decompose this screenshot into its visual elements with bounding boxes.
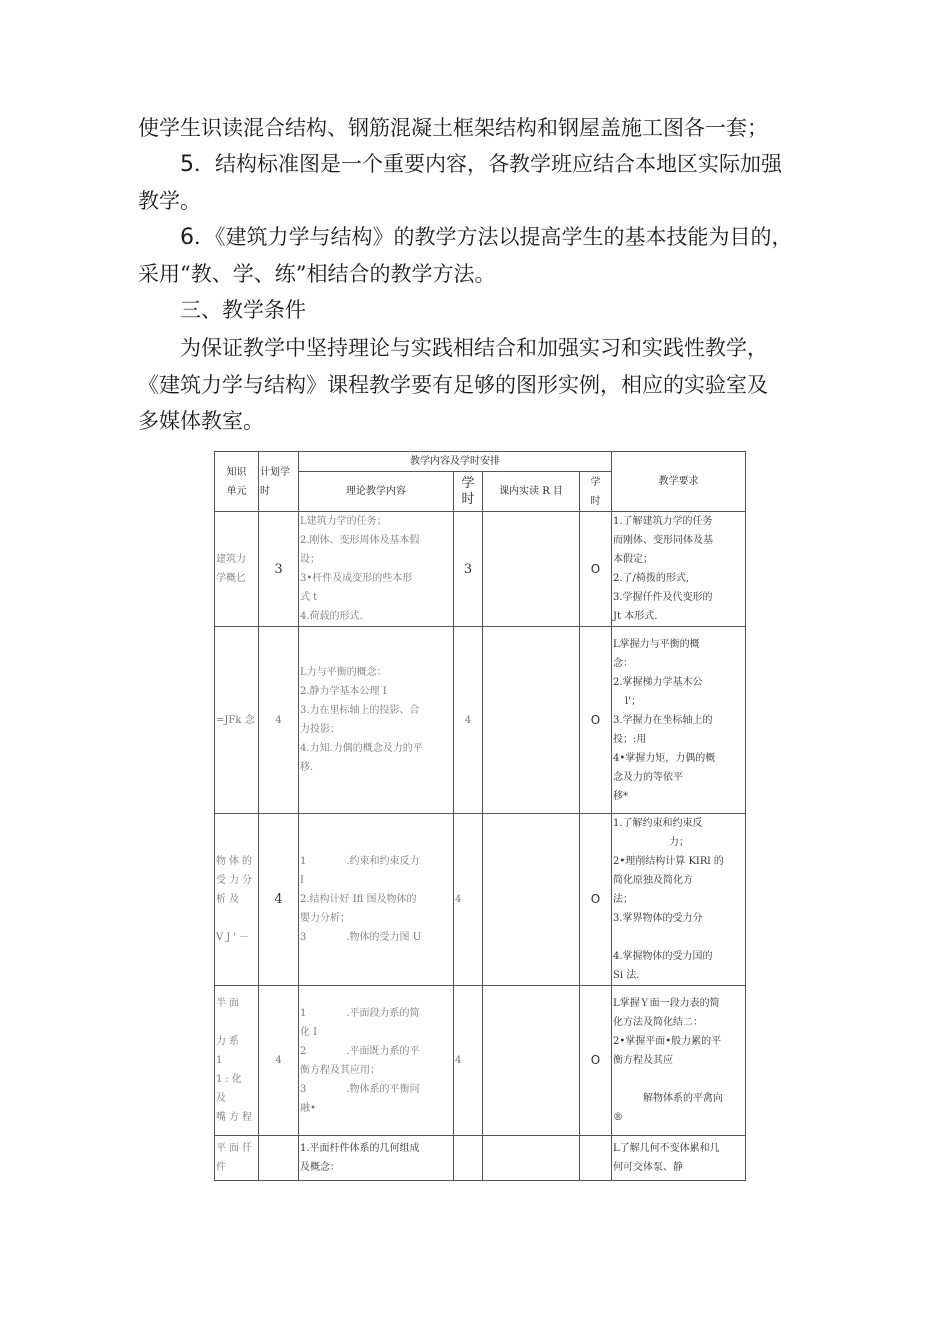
cell-line: 3•杆件及成变形的些本形 (300, 573, 413, 584)
cell-line: L力与平衡的概念： (300, 667, 387, 678)
header-plan-hours (259, 452, 299, 512)
cell-plan: 4 (259, 814, 299, 986)
cell-hours: 4 (454, 986, 483, 1136)
cell-line: 1 .约束和约束反力 (300, 856, 420, 867)
cell-line (216, 1013, 257, 1032)
cell-requirements (612, 512, 746, 627)
cell-line: l'； (625, 695, 641, 707)
table-row (215, 512, 746, 627)
header-text: 学 (590, 476, 601, 488)
cell-line: 受力分 (216, 875, 255, 886)
cell-line: 1.平面杆件体系的几何组成 (300, 1143, 420, 1154)
cell-line: 何可交体泵、静 (613, 1162, 683, 1173)
cell-theory (299, 627, 454, 814)
cell-line: 1.了解约束和约束反 (613, 818, 703, 829)
cell-line (613, 1070, 744, 1089)
cell-line: 半面 (216, 998, 242, 1009)
cell-line: 1 .平面段力系的简 (300, 1007, 420, 1019)
cell-theory (299, 814, 454, 986)
cell-line: 学概匕 (216, 573, 246, 584)
header-theory: 理论教学内容 (299, 472, 454, 512)
cell-line: 2.掌握梯力学基木公 (613, 676, 703, 688)
cell-line: 3.学握仟件及代变形的 (613, 592, 713, 603)
cell-line: 1.了解建筑力学的任务 (613, 516, 713, 527)
cell-line: 设； (300, 554, 320, 565)
cell-plan: 4 (259, 986, 299, 1136)
cell-plan: 3 (259, 512, 299, 627)
cell-practice (483, 986, 580, 1136)
item-text: ．结构标准图是一个重要内容，各教学班应结合本地区实际加强 (194, 152, 782, 176)
cell-line: 移* (613, 790, 628, 802)
item-number: 6 (180, 225, 194, 250)
cell-theory (299, 512, 454, 627)
paragraph-conditions-2: 《建筑力学与结构》课程教学要有足够的图形实例，相应的实验室及 (138, 373, 768, 397)
header-practice: 课内实读 R 目 (483, 472, 580, 512)
cell-line: 化 I (300, 1026, 318, 1038)
syllabus-table (214, 451, 746, 1181)
cell-line: 2.了/椅拨的形式, (613, 573, 690, 584)
cell-hours-2: O (580, 512, 612, 627)
cell-line: 念及力的等依平 (613, 771, 683, 783)
cell-line: 化方法及简化结二： (613, 1017, 703, 1028)
cell-line: Jt 本形式. (613, 611, 658, 622)
item-text: ．《建筑力学与结构》的教学方法以提高学生的基本技能为目的， (194, 225, 793, 249)
cell-line: 2.结构计好 Ifl 图及物体的 (300, 894, 417, 905)
header-text: 时 (260, 485, 270, 497)
cell-line: 建筑力 (216, 554, 246, 565)
cell-line: 3.学握力在坐标轴上的 (613, 714, 713, 726)
header-hours-1 (454, 472, 483, 512)
table-row (215, 814, 746, 986)
cell-line: 解物体系的平禽向 (643, 1093, 723, 1104)
cell-line: 融• (300, 1102, 316, 1114)
cell-unit (215, 814, 259, 986)
cell-line: 平面仟 (216, 1143, 255, 1154)
cell-line: 念： (613, 657, 633, 669)
cell-line: L掌握力与平衡的概 (613, 638, 700, 650)
cell-practice (483, 1136, 580, 1181)
cell-hours: 4 (454, 814, 483, 986)
cell-plan (259, 1136, 299, 1181)
cell-line: ® (613, 1112, 623, 1123)
cell-line: 力系 1 (216, 1036, 242, 1066)
cell-theory (299, 986, 454, 1136)
cell-line: 式 t (300, 592, 318, 603)
cell-plan: 4 (259, 627, 299, 814)
cell-line: =JFk 念 (216, 714, 255, 726)
cell-line (613, 928, 744, 947)
cell-hours: 4 (454, 627, 483, 814)
cell-line: 2.静力学基本公理 I (300, 686, 387, 697)
paragraph-conditions-3: 多媒体教室。 (138, 409, 264, 433)
cell-line: 嘴方程 (216, 1112, 255, 1123)
cell-line: 4•掌握力矩，力偶的概 (613, 752, 716, 764)
cell-line: L了解几何不变体累和几 (613, 1143, 720, 1154)
header-text: 时 (590, 495, 601, 507)
cell-line: 而刚体、变形同体及基 (613, 535, 713, 546)
cell-line: 3.掌界物体的受力分 (613, 913, 703, 924)
paragraph-item-5-cont: 教学。 (138, 189, 201, 213)
cell-hours: 3 (454, 512, 483, 627)
paragraph-continuation: 使学生识读混合结构、钢筋混凝土框架结构和钢屋盖施工图各一套； (138, 116, 768, 140)
cell-line: 析及 (216, 894, 242, 905)
cell-line: 2.刚体、变形周体及基本假 (300, 535, 420, 546)
cell-line: L建筑力学的任务； (300, 516, 387, 527)
header-hours-2 (580, 472, 612, 512)
cell-unit (215, 986, 259, 1136)
cell-line: 4.荷载的形式. (300, 611, 363, 622)
cell-unit (215, 1136, 259, 1181)
cell-line: 4.掌握物体的受力国的 (613, 951, 713, 962)
cell-line: 嬰力分析； (300, 913, 350, 924)
cell-line: 法； (613, 894, 633, 905)
table-row (215, 627, 746, 814)
cell-unit (215, 512, 259, 627)
header-row (215, 452, 746, 472)
cell-line: Si 法. (613, 970, 640, 981)
cell-line: 3.力在里标轴上的投影、合 (300, 705, 420, 716)
cell-line: 衡方程及其应 (613, 1055, 673, 1066)
cell-line: 力； (669, 837, 689, 848)
cell-line: 投；:用 (613, 733, 647, 745)
cell-line: 2 .平面既力系的平 (300, 1045, 420, 1057)
cell-practice (483, 814, 580, 986)
header-text: 计划学 (260, 466, 290, 478)
paragraph-item-6 (180, 225, 793, 250)
cell-line: 1:化及 (216, 1074, 245, 1104)
section-heading: 三、教学条件 (180, 298, 306, 322)
cell-hours (454, 1136, 483, 1181)
cell-line: 衡方程及其应用； (300, 1064, 380, 1076)
header-text: 时 (461, 491, 475, 507)
header-text: 单元 (226, 485, 247, 497)
cell-line: 简化原独及简化方 (613, 875, 693, 886)
paragraph-item-5 (180, 152, 782, 177)
cell-line: VJ'－ (216, 932, 252, 943)
header-text: 学 (461, 475, 475, 491)
cell-practice (483, 627, 580, 814)
header-knowledge-unit (215, 452, 259, 512)
cell-hours-2: O (580, 986, 612, 1136)
header-requirements: 教学要求 (612, 452, 746, 512)
cell-line: 3 .物体系的平衡问 (300, 1083, 420, 1095)
cell-line: 本假定； (613, 554, 653, 565)
cell-requirements (612, 1136, 746, 1181)
cell-line: 件 (216, 1162, 229, 1173)
cell-line (216, 909, 257, 928)
header-content-group: 教学内容及学时安排 (299, 452, 612, 472)
cell-line: 2•掌握平面•般力累的平 (613, 1036, 722, 1047)
cell-line: 2•理削结构计算 KIRl 的 (613, 856, 724, 867)
table-row (215, 986, 746, 1136)
cell-hours-2 (580, 1136, 612, 1181)
paragraph-conditions-1: 为保证教学中坚持理论与实践相结合和加强实习和实践性教学， (180, 336, 768, 360)
cell-theory (299, 1136, 454, 1181)
item-number: 5 (180, 152, 194, 177)
cell-line: 3 .物体的受力图 U (300, 932, 422, 943)
cell-line: 力投影； (300, 724, 340, 735)
cell-line: 及概念： (300, 1162, 340, 1173)
cell-line: I (300, 875, 304, 886)
table-row (215, 1136, 746, 1181)
header-text: 知识 (226, 466, 247, 478)
cell-requirements (612, 627, 746, 814)
cell-requirements (612, 986, 746, 1136)
cell-hours-2: O (580, 814, 612, 986)
cell-unit (215, 627, 259, 814)
cell-line: 4.力知.力偶的概念及力的平 (300, 743, 423, 754)
cell-practice (483, 512, 580, 627)
paragraph-item-6-cont: 采用“教、学、练”相结合的教学方法。 (138, 262, 496, 286)
cell-requirements (612, 814, 746, 986)
cell-hours-2: O (580, 627, 612, 814)
cell-line: L掌握Ｙ面一段力表的简 (613, 998, 720, 1009)
cell-line: 物体的 (216, 856, 255, 867)
cell-line: 移. (300, 762, 314, 773)
